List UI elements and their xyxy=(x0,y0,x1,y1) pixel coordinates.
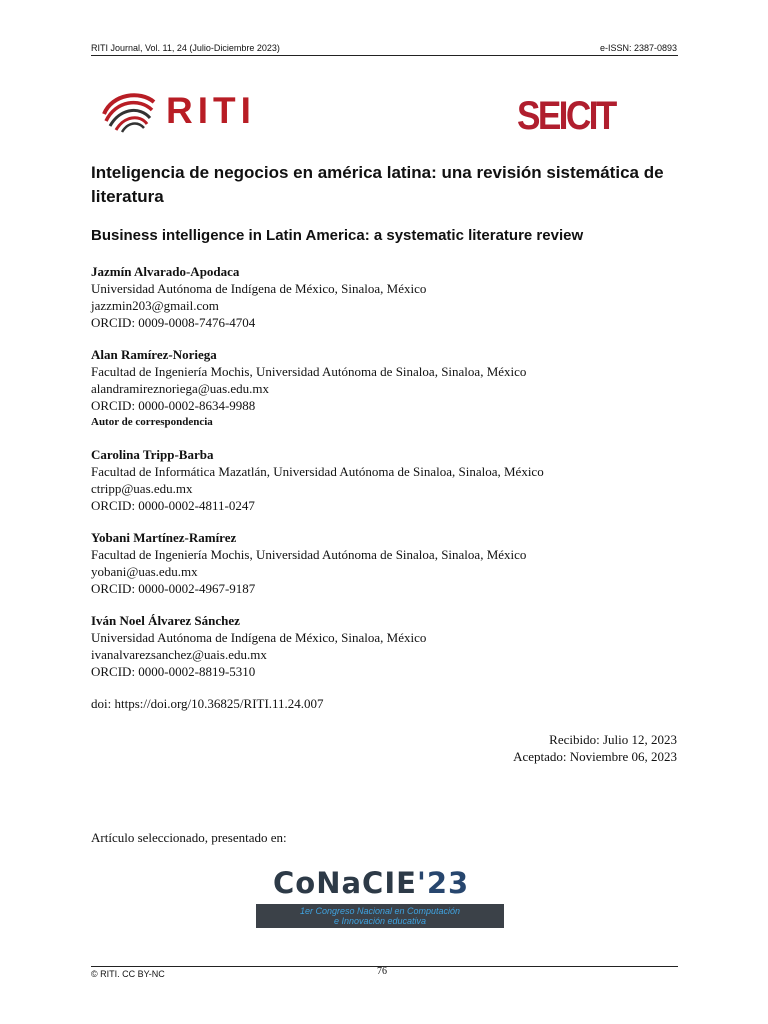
author-name: Carolina Tripp-Barba xyxy=(91,447,214,462)
author-block xyxy=(91,612,691,680)
author-block xyxy=(91,263,691,331)
author-list xyxy=(91,263,691,712)
corresponding-author-note: Autor de correspondencia xyxy=(91,416,213,428)
author-orcid: ORCID: 0000-0002-8634-9988 xyxy=(91,398,256,413)
author-orcid: ORCID: 0000-0002-4967-9187 xyxy=(91,581,256,596)
conacie-name: CoNaCIE xyxy=(273,866,417,900)
conacie-year: '23 xyxy=(416,866,470,900)
author-orcid: ORCID: 0000-0002-8819-5310 xyxy=(91,664,256,679)
author-block xyxy=(91,346,691,431)
author-block xyxy=(91,529,691,597)
seicit-wordmark: SEICIT xyxy=(517,94,615,138)
author-orcid: ORCID: 0000-0002-4811-0247 xyxy=(91,498,255,513)
issn-header: e-ISSN: 2387-0893 xyxy=(599,43,677,53)
author-name: Iván Noel Álvarez Sánchez xyxy=(91,613,240,628)
conacie-wordmark xyxy=(273,866,469,900)
seicit-logo xyxy=(517,94,628,139)
selected-note: Artículo seleccionado, presentado en: xyxy=(91,830,287,845)
doi-link[interactable]: doi: https://doi.org/10.36825/RITI.11.24.007 xyxy=(91,696,324,711)
author-orcid: ORCID: 0009-0008-7476-4704 xyxy=(91,315,256,330)
conacie-subtitle-band xyxy=(256,904,504,928)
header-divider xyxy=(91,55,678,56)
author-name: Jazmín Alvarado-Apodaca xyxy=(91,264,240,279)
page-number: 76 xyxy=(377,966,387,977)
accepted-date: Aceptado: Noviembre 06, 2023 xyxy=(513,749,677,764)
conacie-subtitle-line1: 1er Congreso Nacional en Computación xyxy=(299,906,461,916)
author-affiliation: Universidad Autónoma de Indígena de México, Sinaloa, México xyxy=(91,630,427,645)
conacie-subtitle-line2: e Innovación educativa xyxy=(333,916,427,926)
author-block xyxy=(91,446,691,514)
author-affiliation: Facultad de Informática Mazatlán, Universidad Autónoma de Sinaloa, Sinaloa, México xyxy=(91,464,544,479)
riti-wordmark: RITI xyxy=(166,90,256,131)
received-date: Recibido: Julio 12, 2023 xyxy=(549,732,677,747)
author-email[interactable]: jazzmin203@gmail.com xyxy=(91,298,219,313)
author-affiliation: Facultad de Ingeniería Mochis, Universidad Autónoma de Sinaloa, Sinaloa, México xyxy=(91,547,527,562)
riti-swoosh-icon xyxy=(100,88,158,134)
author-name: Yobani Martínez-Ramírez xyxy=(91,530,237,545)
riti-logo xyxy=(100,88,256,134)
submission-dates xyxy=(513,731,677,765)
author-affiliation: Facultad de Ingeniería Mochis, Universidad Autónoma de Sinaloa, Sinaloa, México xyxy=(91,364,527,379)
author-name: Alan Ramírez-Noriega xyxy=(91,347,217,362)
article-title-es: Inteligencia de negocios en américa latina: una revisión sistemática de literatura xyxy=(91,163,664,206)
author-email[interactable]: yobani@uas.edu.mx xyxy=(91,564,198,579)
license-text: © RITI. CC BY-NC xyxy=(91,969,165,979)
author-email[interactable]: ivanalvarezsanchez@uais.edu.mx xyxy=(91,647,267,662)
author-affiliation: Universidad Autónoma de Indígena de México, Sinaloa, México xyxy=(91,281,427,296)
author-email[interactable]: ctripp@uas.edu.mx xyxy=(91,481,193,496)
journal-header: RITI Journal, Vol. 11, 24 (Julio-Diciembre 2023) xyxy=(91,43,280,53)
conacie-logo xyxy=(256,866,504,928)
article-title-en: Business intelligence in Latin America: a systematic literature review xyxy=(91,227,584,244)
author-email[interactable]: alandramireznoriega@uas.edu.mx xyxy=(91,381,270,396)
